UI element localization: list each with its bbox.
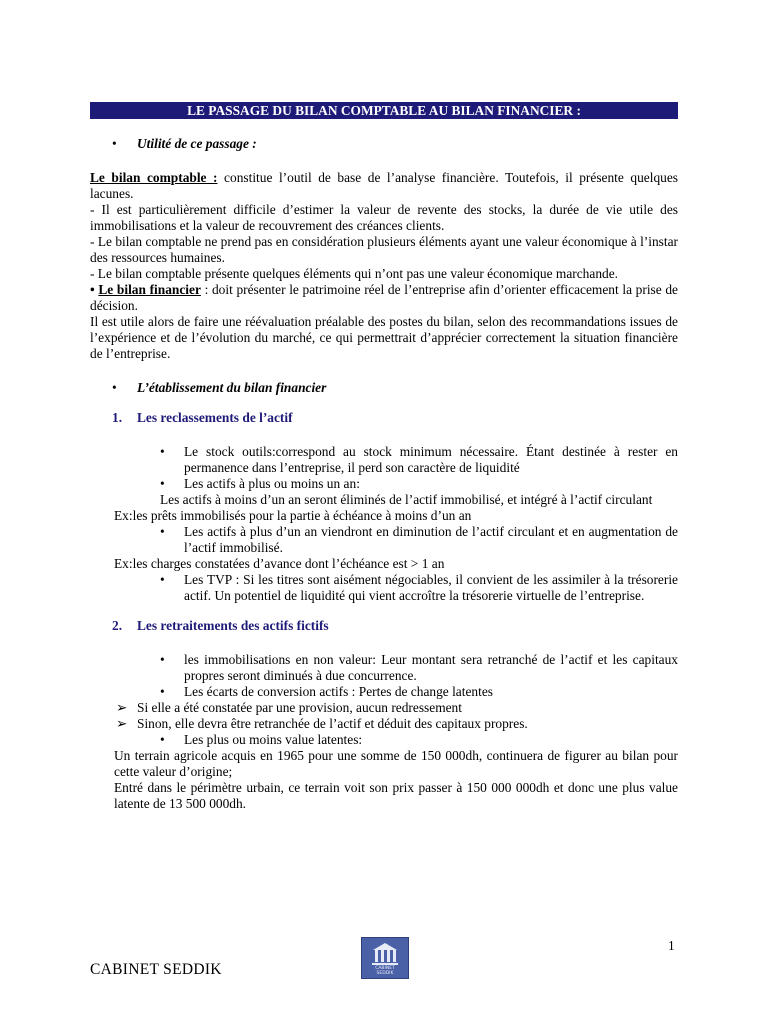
paragraph-reevaluation: Il est utile alors de faire une réévaluation préalable des postes du bilan, selon des recommandations issues de l’expérience et de l’évolution du marché, ce qui permettrait d’apprécier correctement la situation financière de l’entreprise. xyxy=(90,314,678,361)
bullet-icon: • xyxy=(160,524,165,539)
heading-reclassements: 1. Les reclassements de l’actif xyxy=(112,410,293,425)
building-roof-icon xyxy=(373,943,397,950)
page-title: LE PASSAGE DU BILAN COMPTABLE AU BILAN FINANCIER : xyxy=(90,102,678,119)
list-item: • Les TVP : Si les titres sont aisément négociables, il convient de les assimiler à la trésorerie actif. Un potentiel de liquidité qui vient accroître la trésorerie virtuelle de l’entreprise. xyxy=(160,572,678,603)
section-heading-etablissement xyxy=(90,380,678,396)
arrow-icon: ➢ xyxy=(116,700,128,715)
arrow-icon: ➢ xyxy=(116,716,128,731)
term-bilan-comptable: Le bilan comptable : xyxy=(90,170,218,185)
list-item: • Les actifs à plus d’un an viendront en diminution de l’actif circulant et en augmentation de l’actif immobilisé. xyxy=(160,524,678,555)
page-number: 1 xyxy=(668,938,675,953)
paragraph-actifs-moins-un-an: Les actifs à moins d’un an seront éliminés de l’actif immobilisé, et intégré à l’actif circulant xyxy=(160,492,653,507)
list-item: • Les actifs à plus ou moins un an: xyxy=(160,476,360,491)
section-heading-text: Utilité de ce passage : xyxy=(137,136,257,151)
bullet-icon: • xyxy=(160,444,165,459)
logo-text: CABINET SEDDIK xyxy=(375,966,395,976)
paragraph-bilan-financier: • Le bilan financier : doit présenter le patrimoine réel de l’entreprise afin d’orienter efficacement la prise de décision. xyxy=(90,282,679,313)
document-body xyxy=(90,122,678,812)
heading-retraitements: 2. Les retraitements des actifs fictifs xyxy=(112,618,329,633)
bullet-icon: • xyxy=(112,380,117,395)
column-icon xyxy=(393,950,396,962)
paragraph-terrain-1: Un terrain agricole acquis en 1965 pour une somme de 150 000dh, continuera de figurer au bilan pour cette valeur d’origine; xyxy=(114,748,678,779)
arrow-list-item: ➢ Si elle a été constatée par une provision, aucun redressement xyxy=(116,700,462,715)
list-item: • Le stock outils:correspond au stock minimum nécessaire. Étant destinée à rester en permanence dans l’entreprise, il perd son caractère de liquidité xyxy=(160,444,678,475)
example-prets: Ex:les prêts immobilisés pour la partie à échéance à moins d’un an xyxy=(114,508,472,523)
building-base-icon xyxy=(372,963,398,965)
paragraph-terrain-2: Entré dans le périmètre urbain, ce terrain voit son prix passer à 150 000 000dh et donc une plus value latente de 13 500 000dh. xyxy=(114,780,678,811)
bullet-icon: • xyxy=(160,476,165,491)
list-item: • les immobilisations en non valeur: Leur montant sera retranché de l’actif et les capitaux propres seront diminués à due concurrence. xyxy=(160,652,678,683)
example-charges: Ex:les charges constatées d’avance dont l’échéance est > 1 an xyxy=(114,556,445,571)
list-item: • Les plus ou moins value latentes: xyxy=(160,732,363,747)
cabinet-logo xyxy=(361,937,409,979)
paragraph-lacune-2: - Le bilan comptable ne prend pas en considération plusieurs éléments ayant une valeur économique à l’instar des ressources humaines. xyxy=(90,234,678,265)
column-icon xyxy=(375,950,378,962)
paragraph-lacune-3: - Le bilan comptable présente quelques éléments qui n’ont pas une valeur économique marchande. xyxy=(90,266,618,281)
cabinet-name: CABINET SEDDIK xyxy=(90,961,222,978)
bullet-icon: • xyxy=(160,732,165,747)
paragraph-lacune-1: - Il est particulièrement difficile d’estimer la valeur de revente des stocks, la durée de vie utile des immobilisations et la valeur de recouvrement des créances clients. xyxy=(90,202,678,233)
bullet-icon: • xyxy=(112,136,117,151)
arrow-list-item: ➢ Sinon, elle devra être retranchée de l’actif et déduit des capitaux propres. xyxy=(116,716,528,731)
list-item: • Les écarts de conversion actifs : Pertes de change latentes xyxy=(160,684,493,699)
column-icon xyxy=(387,950,390,962)
section-heading-text: L’établissement du bilan financier xyxy=(137,380,327,395)
bullet-icon: • xyxy=(160,684,165,699)
section-heading-utilite xyxy=(90,136,678,152)
column-icon xyxy=(381,950,384,962)
term-bilan-financier: Le bilan financier xyxy=(98,282,201,297)
paragraph-bilan-comptable: Le bilan comptable : constitue l’outil de base de l’analyse financière. Toutefois, il présente quelques lacunes. xyxy=(90,170,678,201)
bullet-icon: • xyxy=(160,652,165,667)
bullet-icon: • xyxy=(160,572,165,587)
